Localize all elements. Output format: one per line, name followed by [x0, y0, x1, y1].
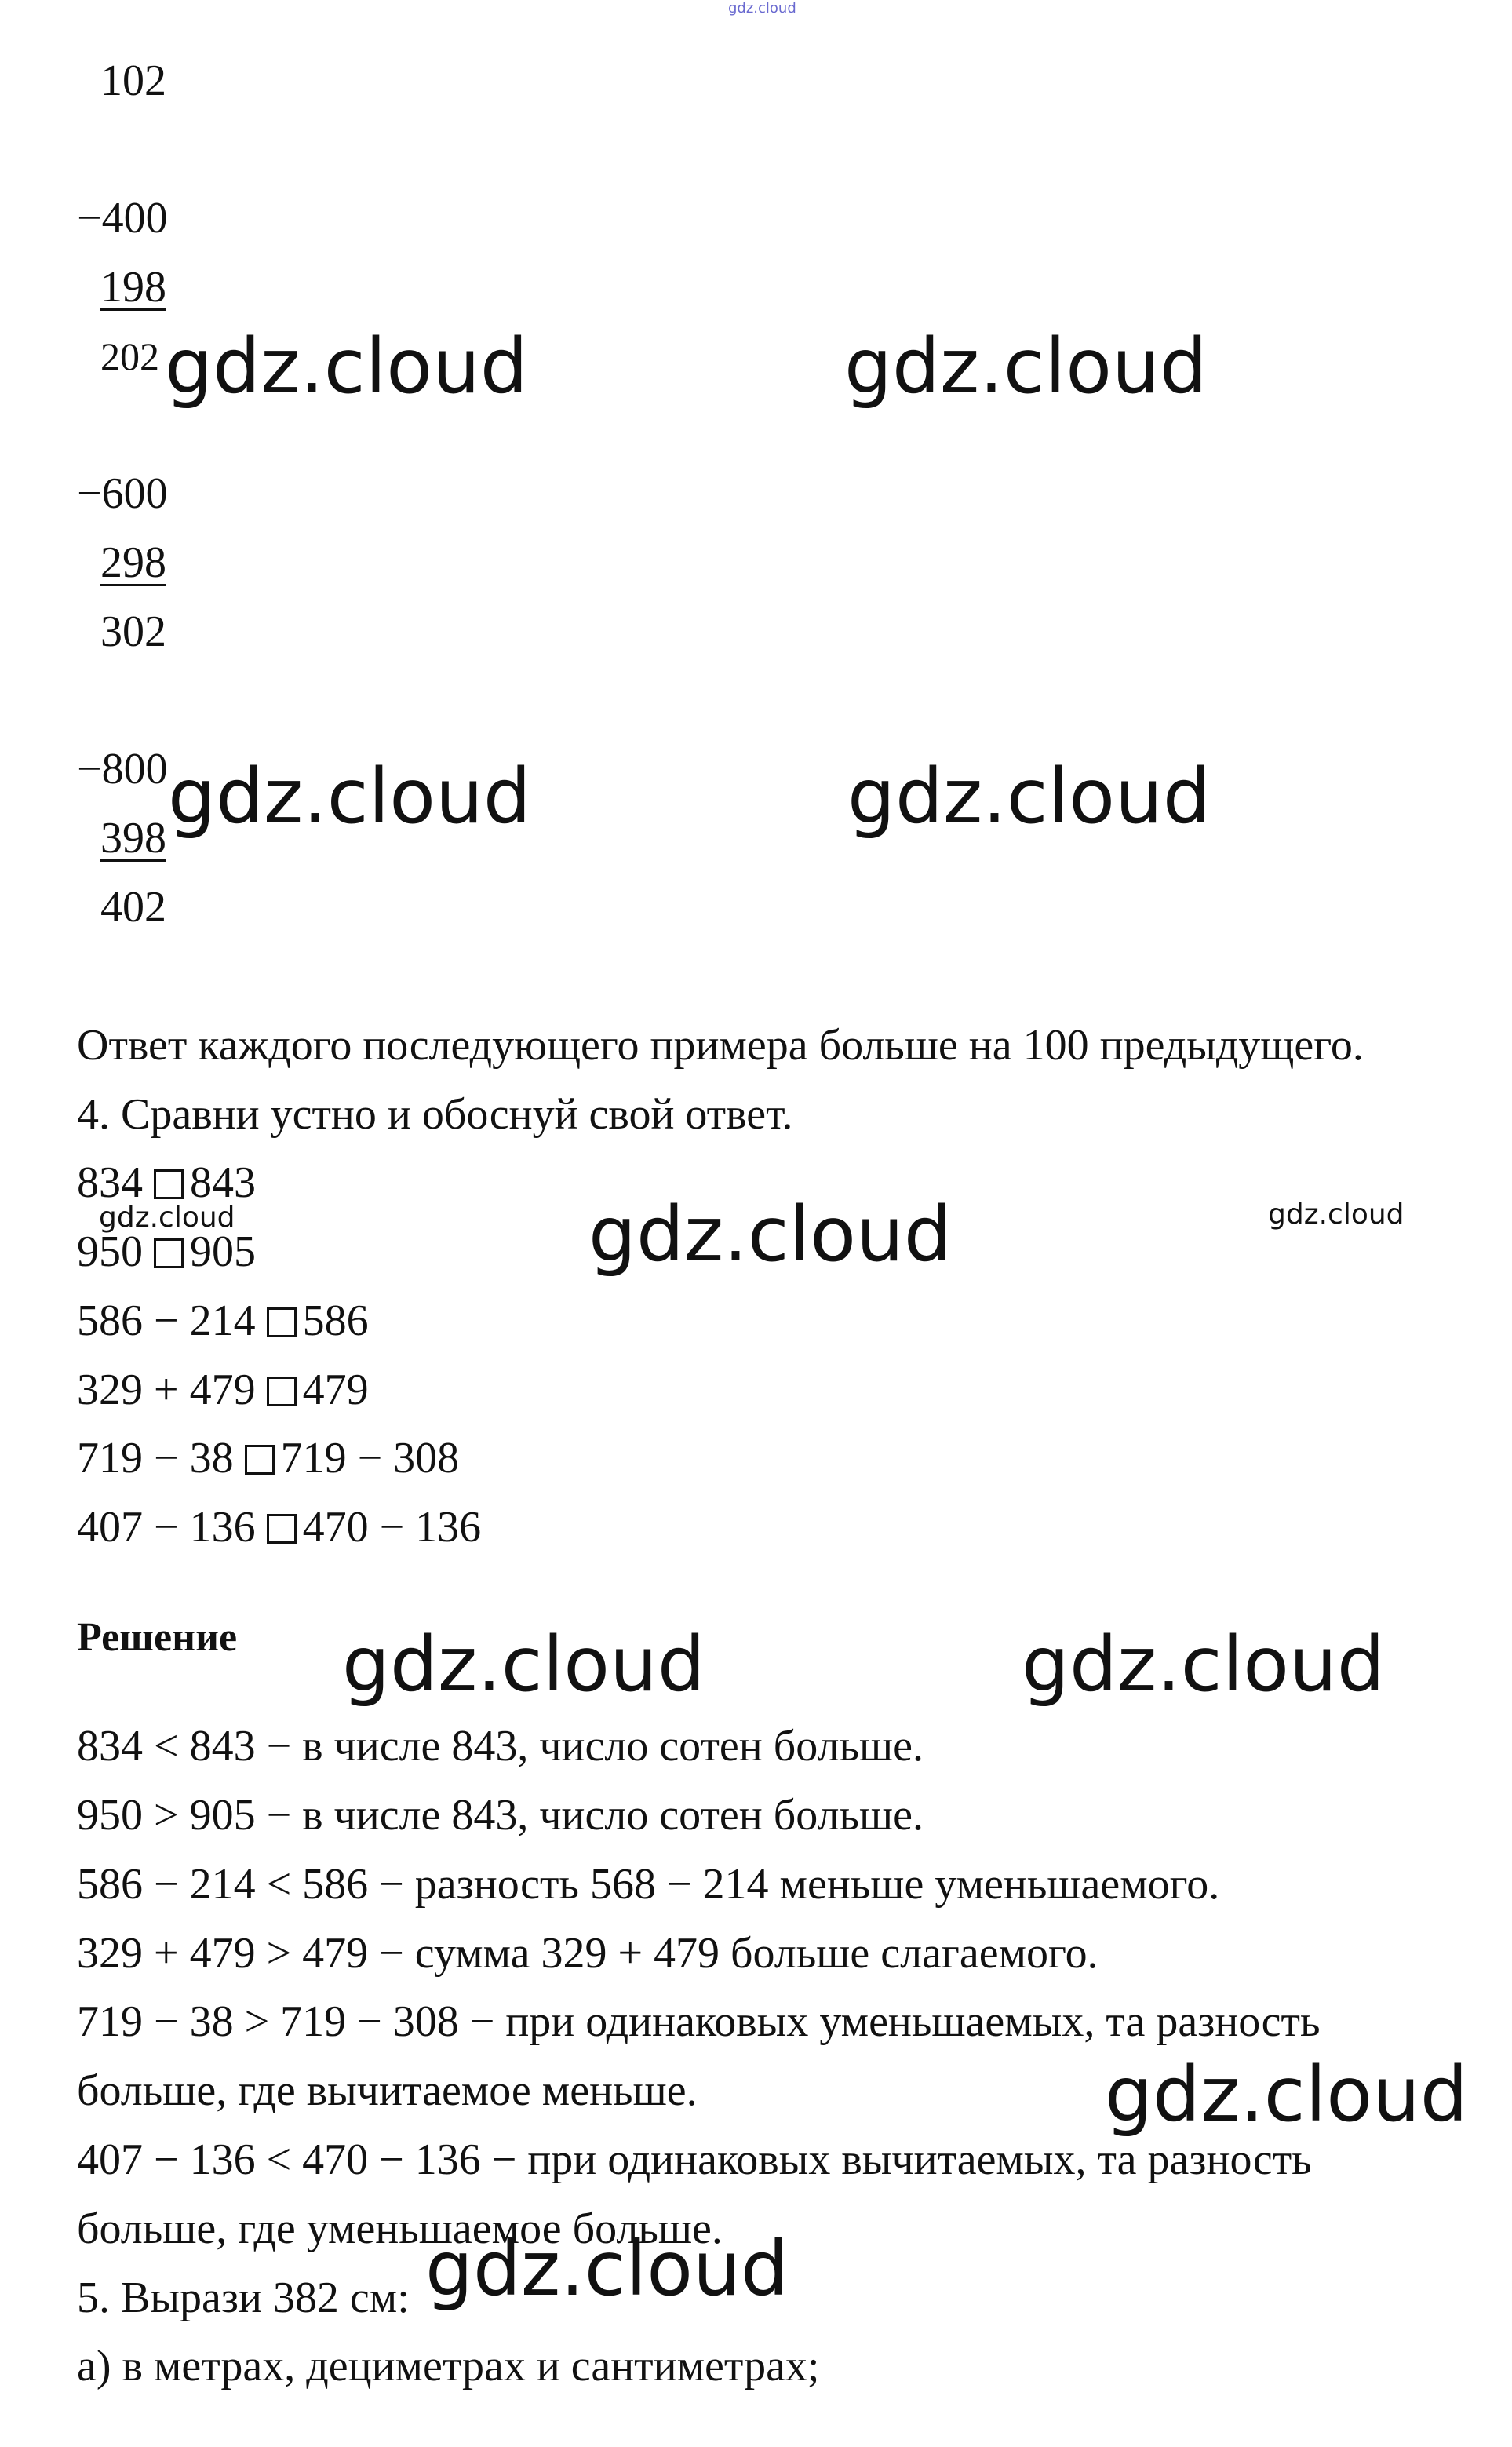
column-subtrahend-4: 398	[100, 814, 166, 862]
compare-right: 586	[302, 1296, 369, 1345]
solution-line: 719 − 38 > 719 − 308 − при одинаковых уменьшаемых, та разность	[77, 1997, 1321, 2046]
compare-left: 586 − 214	[77, 1296, 256, 1345]
watermark: gdz.cloud	[165, 323, 528, 410]
compare-right: 905	[190, 1227, 256, 1276]
column-result-4: 402	[100, 883, 166, 932]
conclusion-text: Ответ каждого последующего примера больше на 100 предыдущего.	[77, 1021, 1364, 1070]
top-watermark: gdz.cloud	[728, 0, 796, 16]
compare-left: 950	[77, 1227, 143, 1276]
solution-line: 407 − 136 < 470 − 136 − при одинаковых вычитаемых, та разность	[77, 2135, 1312, 2184]
compare-box[interactable]	[267, 1307, 297, 1337]
compare-row	[77, 1293, 369, 1348]
solution-line: 834 < 843 − в числе 843, число сотен больше.	[77, 1722, 924, 1771]
solution-line: 950 > 905 − в числе 843, число сотен больше.	[77, 1791, 924, 1840]
column-subtrahend-3: 298	[100, 538, 166, 587]
column-result-2: 202	[100, 334, 159, 378]
task4-title: 4. Сравни устно и обоснуй свой ответ.	[77, 1090, 793, 1139]
column-result-3: 302	[100, 607, 166, 656]
solution-line: больше, где вычитаемое меньше.	[77, 2066, 698, 2115]
task5-part-a: а) в метрах, дециметрах и сантиметрах;	[77, 2342, 820, 2390]
watermark: gdz.cloud	[425, 2225, 789, 2313]
solution-line: 586 − 214 < 586 − разность 568 − 214 меньше уменьшаемого.	[77, 1860, 1220, 1909]
watermark: gdz.cloud	[844, 323, 1208, 410]
solution-line: больше, где уменьшаемое больше.	[77, 2204, 723, 2253]
compare-right: 843	[190, 1158, 256, 1207]
compare-left: 834	[77, 1158, 143, 1207]
watermark: gdz.cloud	[847, 753, 1211, 841]
compare-box[interactable]	[245, 1445, 275, 1475]
column-minuend-3: −600	[77, 469, 168, 518]
solution-line: 329 + 479 > 479 − сумма 329 + 479 больше слагаемого.	[77, 1929, 1098, 1978]
watermark: gdz.cloud	[342, 1621, 705, 1709]
compare-right: 470 − 136	[302, 1503, 482, 1552]
column-subtrahend-2: 198	[100, 263, 166, 312]
column-minuend-2: −400	[77, 194, 168, 243]
compare-box[interactable]	[267, 1377, 297, 1406]
column-minuend-4: −800	[77, 745, 168, 793]
compare-right: 479	[302, 1366, 369, 1414]
watermark-small: gdz.cloud	[99, 1202, 235, 1234]
watermark: gdz.cloud	[588, 1191, 952, 1278]
compare-box[interactable]	[154, 1238, 184, 1268]
compare-left: 329 + 479	[77, 1366, 256, 1414]
compare-right: 719 − 308	[280, 1434, 460, 1482]
compare-box[interactable]	[267, 1514, 297, 1544]
compare-left: 719 − 38	[77, 1434, 234, 1482]
compare-row	[77, 1362, 369, 1417]
column-result-1: 102	[100, 57, 166, 105]
watermark: gdz.cloud	[1022, 1621, 1385, 1709]
compare-left: 407 − 136	[77, 1503, 256, 1552]
watermark: gdz.cloud	[1105, 2051, 1468, 2139]
task5-title: 5. Вырази 382 см:	[77, 2274, 410, 2322]
solution-heading: Решение	[77, 1615, 238, 1660]
compare-row	[77, 1500, 481, 1555]
watermark: gdz.cloud	[168, 753, 531, 841]
compare-box[interactable]	[154, 1169, 184, 1199]
compare-row	[77, 1431, 459, 1486]
watermark-small: gdz.cloud	[1268, 1198, 1405, 1231]
